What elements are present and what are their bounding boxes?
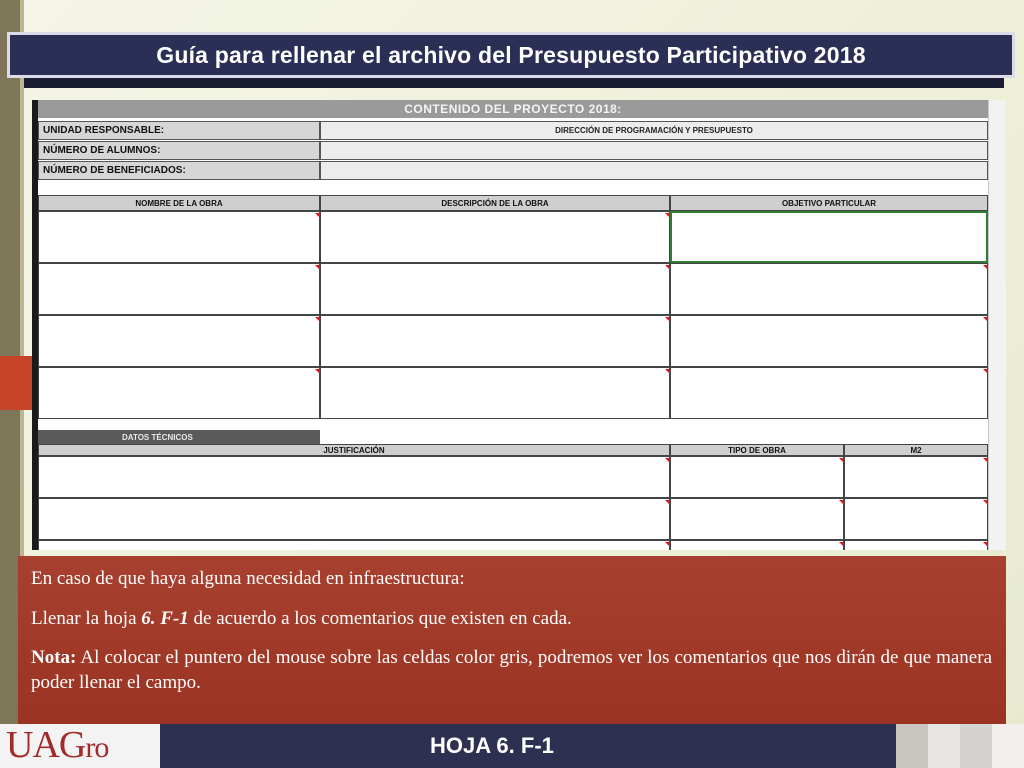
spreadsheet-screenshot bbox=[32, 100, 1006, 550]
table-cell[interactable] bbox=[38, 540, 670, 550]
column-header-justificacion: JUSTIFICACIÓN bbox=[38, 444, 670, 456]
footer-tile bbox=[992, 724, 1024, 768]
field-label-beneficiados: NÚMERO DE BENEFICIADOS: bbox=[38, 161, 320, 180]
info-box bbox=[18, 556, 1006, 724]
comment-marker bbox=[983, 369, 988, 374]
comment-marker bbox=[983, 265, 988, 270]
datos-tecnicos-tab: DATOS TÉCNICOS bbox=[38, 430, 320, 444]
table-cell[interactable] bbox=[320, 367, 670, 419]
column-header-nombre: NOMBRE DE LA OBRA bbox=[38, 195, 320, 211]
footer-tile bbox=[960, 724, 992, 768]
comment-marker bbox=[983, 458, 988, 463]
table-cell[interactable] bbox=[670, 315, 988, 367]
column-header-descripcion: DESCRIPCIÓN DE LA OBRA bbox=[320, 195, 670, 211]
comment-marker bbox=[839, 542, 844, 547]
field-value-beneficiados[interactable] bbox=[320, 161, 988, 180]
logo-main-text: UAG bbox=[6, 723, 86, 766]
info-line-1: En caso de que haya alguna necesidad en infraestructura: bbox=[31, 568, 465, 589]
info-line-2-prefix: Llenar la hoja bbox=[31, 608, 142, 629]
column-header-objetivo: OBJETIVO PARTICULAR bbox=[670, 195, 988, 211]
table-cell[interactable] bbox=[670, 498, 844, 540]
column-header-m2: M2 bbox=[844, 444, 988, 456]
nota-text: Al colocar el puntero del mouse sobre las celdas color gris, podremos ver los comentarios que nos dirán de que manera poder llenar el campo. bbox=[31, 647, 992, 693]
table-cell[interactable] bbox=[38, 263, 320, 315]
comment-marker bbox=[315, 265, 320, 270]
table-cell[interactable] bbox=[38, 456, 670, 498]
footer-tile bbox=[928, 724, 960, 768]
field-value-alumnos[interactable] bbox=[320, 141, 988, 160]
table-cell[interactable] bbox=[844, 498, 988, 540]
table-cell[interactable] bbox=[38, 367, 320, 419]
footer-tile bbox=[896, 724, 928, 768]
field-label-alumnos: NÚMERO DE ALUMNOS: bbox=[38, 141, 320, 160]
comment-marker bbox=[665, 265, 670, 270]
comment-marker bbox=[983, 542, 988, 547]
comment-marker bbox=[665, 369, 670, 374]
table-cell[interactable] bbox=[844, 456, 988, 498]
footer bbox=[0, 724, 1024, 768]
table-cell[interactable] bbox=[320, 263, 670, 315]
info-nota bbox=[31, 645, 992, 695]
table-cell[interactable] bbox=[38, 211, 320, 263]
logo-suffix-text: ro bbox=[85, 730, 109, 764]
comment-marker bbox=[839, 500, 844, 505]
slide-title: Guía para rellenar el archivo del Presupuesto Participativo 2018 bbox=[156, 41, 866, 68]
comment-marker bbox=[839, 458, 844, 463]
comment-marker bbox=[315, 213, 320, 218]
table-cell[interactable] bbox=[670, 263, 988, 315]
field-value-unidad[interactable]: DIRECCIÓN DE PROGRAMACIÓN Y PRESUPUESTO bbox=[320, 121, 988, 140]
table-cell[interactable] bbox=[38, 498, 670, 540]
sheet-scrollbar bbox=[988, 100, 1006, 550]
table-cell[interactable] bbox=[670, 456, 844, 498]
info-line-2-sheet: 6. F-1 bbox=[141, 608, 189, 629]
sheet-label: HOJA 6. F-1 bbox=[430, 733, 554, 758]
comment-marker bbox=[665, 458, 670, 463]
info-line-2 bbox=[31, 606, 992, 631]
table-cell[interactable] bbox=[844, 540, 988, 550]
left-red-accent bbox=[0, 356, 32, 410]
sheet-header: CONTENIDO DEL PROYECTO 2018: bbox=[38, 100, 988, 118]
comment-marker bbox=[983, 317, 988, 322]
comment-marker bbox=[983, 500, 988, 505]
comment-marker bbox=[665, 213, 670, 218]
table-cell[interactable] bbox=[38, 315, 320, 367]
table-cell[interactable] bbox=[670, 540, 844, 550]
comment-marker bbox=[665, 317, 670, 322]
uagro-logo bbox=[0, 724, 160, 768]
table-cell[interactable] bbox=[670, 367, 988, 419]
nota-label: Nota: bbox=[31, 647, 77, 668]
comment-marker bbox=[665, 500, 670, 505]
table-cell-selected[interactable] bbox=[670, 211, 988, 263]
comment-marker bbox=[315, 369, 320, 374]
footer-band bbox=[160, 724, 896, 768]
field-label-unidad: UNIDAD RESPONSABLE: bbox=[38, 121, 320, 140]
footer-decorative-tiles bbox=[896, 724, 1024, 768]
table-cell[interactable] bbox=[320, 211, 670, 263]
comment-marker bbox=[665, 542, 670, 547]
title-bar bbox=[7, 32, 1015, 78]
table-cell[interactable] bbox=[320, 315, 670, 367]
comment-marker bbox=[315, 317, 320, 322]
column-header-tipo-obra: TIPO DE OBRA bbox=[670, 444, 844, 456]
info-line-2-suffix: de acuerdo a los comentarios que existen en cada. bbox=[188, 608, 572, 629]
